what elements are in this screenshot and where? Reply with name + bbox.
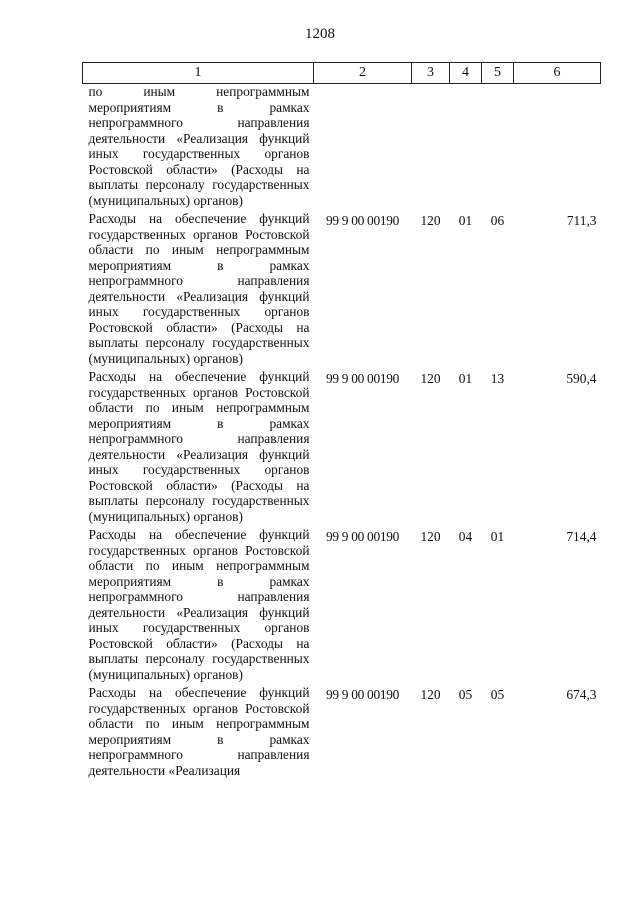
header-col-4: 4 bbox=[450, 63, 482, 84]
row-code: 99 9 00 00190 bbox=[325, 213, 400, 228]
row-rz: 01 bbox=[458, 213, 473, 228]
table-row bbox=[83, 527, 601, 685]
row-pr: 13 bbox=[490, 371, 505, 386]
row-description: Расходы на обеспечение функций государственных органов Ростовской области по иным непрограммным мероприятиям в рамках непрограммного направления деятельности «Реализация функций иных государственных органов Ростовской области» (Расходы на выплаты персоналу государственных (муниципальных) органов) bbox=[88, 527, 310, 682]
row-description: по иным непрограммным мероприятиям в рамках непрограммного направления деятельности «Реализация функций иных государственных органов Ростовской области» (Расходы на выплаты персоналу государственных (муниципальных) органов) bbox=[88, 84, 310, 208]
budget-table bbox=[82, 62, 601, 781]
row-description: Расходы на обеспечение функций государственных органов Ростовской области по иным непрограммным мероприятиям в рамках непрограммного направления деятельности «Реализация bbox=[88, 685, 310, 778]
header-col-5: 5 bbox=[482, 63, 514, 84]
row-pr: 06 bbox=[490, 213, 505, 228]
row-description: Расходы на обеспечение функций государственных органов Ростовской области по иным непрограммным мероприятиям в рамках непрограммного направления деятельности «Реализация функций иных государственных органов Ростовской области» (Расходы на выплаты персоналу государственных (муниципальных) органов) bbox=[88, 211, 310, 366]
row-vr: 120 bbox=[420, 371, 441, 386]
row-amount: 714,4 bbox=[566, 529, 597, 544]
row-vr: 120 bbox=[420, 213, 441, 228]
row-code: 99 9 00 00190 bbox=[325, 371, 400, 386]
header-col-2: 2 bbox=[314, 63, 412, 84]
row-amount: 590,4 bbox=[566, 371, 597, 386]
header-col-1: 1 bbox=[83, 63, 314, 84]
table-row bbox=[83, 211, 601, 369]
continuation-description bbox=[83, 84, 314, 212]
row-pr: 01 bbox=[490, 529, 505, 544]
row-rz: 01 bbox=[458, 371, 473, 386]
header-row bbox=[83, 63, 601, 84]
row-description: Расходы на обеспечение функций государственных органов Ростовской области по иным непрограммным мероприятиям в рамках непрограммного направления деятельности «Реализация функций иных государственных органов Ростовской области» (Расходы на выплаты персоналу государственных (муниципальных) органов) bbox=[88, 369, 310, 524]
row-vr: 120 bbox=[420, 687, 441, 702]
row-amount: 711,3 bbox=[566, 213, 597, 228]
row-pr: 05 bbox=[490, 687, 505, 702]
row-code: 99 9 00 00190 bbox=[325, 529, 400, 544]
row-rz: 05 bbox=[458, 687, 473, 702]
row-amount: 674,3 bbox=[566, 687, 597, 702]
table-row bbox=[83, 369, 601, 527]
header-col-3: 3 bbox=[412, 63, 450, 84]
row-rz: 04 bbox=[458, 529, 473, 544]
table-row bbox=[83, 685, 601, 781]
row-code: 99 9 00 00190 bbox=[325, 687, 400, 702]
table-row bbox=[83, 84, 601, 212]
header-col-6: 6 bbox=[514, 63, 601, 84]
page-number: 1208 bbox=[305, 26, 335, 42]
row-vr: 120 bbox=[420, 529, 441, 544]
